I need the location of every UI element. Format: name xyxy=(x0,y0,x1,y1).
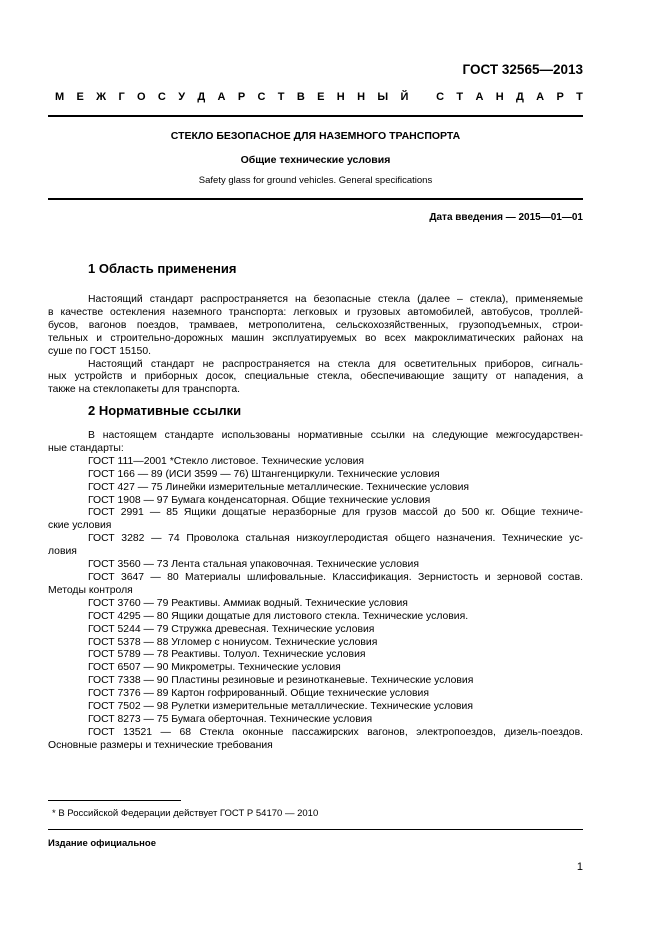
banner-letter: Т xyxy=(576,91,583,103)
banner-letter: С xyxy=(257,91,266,103)
text-line: ГОСТ 7502 — 98 Рулетки измерительные металлические. Технические условия xyxy=(88,701,473,713)
text-line: ГОСТ 5378 — 88 Угломер с нониусом. Технические условия xyxy=(88,636,378,648)
banner-letter: Ы xyxy=(377,91,389,103)
text-line: в качестве остекления наземного транспорта: легковых и грузовых автомобилей, автобусов, троллей- xyxy=(48,306,583,318)
text-line: тельных и строительно-дорожных машин эксплуатируемых во всех макроклиматических районах на xyxy=(48,332,583,344)
banner-letter: Й xyxy=(400,91,409,103)
text-line: бусов, вагонов поездов, трамваев, метрополитена, сельскохозяйственных, грузоподъемных, строи- xyxy=(48,319,583,331)
section-1-body xyxy=(48,294,583,397)
text-line: ГОСТ 166 — 89 (ИСИ 3599 — 76) Штангенциркули. Технические условия xyxy=(88,468,440,480)
banner-letter: С xyxy=(436,91,445,103)
section-2-body xyxy=(48,430,583,753)
banner-letter: А xyxy=(536,91,545,103)
text-line: Настоящий стандарт не распространяется на стекла для осветительных приборов, сигналь- xyxy=(88,358,583,370)
text-line: ловия xyxy=(48,546,77,558)
banner-letter: М xyxy=(55,91,65,103)
banner-letter: Н xyxy=(357,91,366,103)
official-edition-label: Издание официальное xyxy=(48,838,156,849)
introduction-date: Дата введения — 2015—01—01 xyxy=(429,212,583,223)
text-line: ГОСТ 8273 — 75 Бумага оберточная. Технические условия xyxy=(88,713,373,725)
banner-letter: Г xyxy=(118,91,125,103)
banner-letter: Д xyxy=(516,91,524,103)
banner-letter: А xyxy=(475,91,484,103)
text-line: ГОСТ 427 — 75 Линейки измерительные металлические. Технические условия xyxy=(88,481,469,493)
text-line: суше по ГОСТ 15150. xyxy=(48,345,151,357)
text-line: ГОСТ 3760 — 79 Реактивы. Аммиак водный. Технические условия xyxy=(88,597,408,609)
banner-letter: Р xyxy=(237,91,246,103)
text-line: ГОСТ 7376 — 89 Картон гофрированный. Общие технические условия xyxy=(88,688,429,700)
header-divider xyxy=(48,115,583,117)
text-line: ГОСТ 111—2001 *Стекло листовое. Технические условия xyxy=(88,455,365,467)
banner-letter: В xyxy=(296,91,305,103)
banner-letter: Ж xyxy=(96,91,107,103)
english-title: Safety glass for ground vehicles. General specifications xyxy=(198,175,433,186)
text-line: ГОСТ 13521 — 68 Стекла оконные пассажирских вагонов, электропоездов, дизель-поездов. xyxy=(88,726,583,738)
title-divider xyxy=(48,198,583,200)
banner-letter: О xyxy=(137,91,146,103)
document-number: ГОСТ 32565—2013 xyxy=(462,62,583,77)
document-title: СТЕКЛО БЕЗОПАСНОЕ ДЛЯ НАЗЕМНОГО ТРАНСПОРТА xyxy=(170,130,461,142)
banner-letter: Е xyxy=(76,91,84,103)
footer-divider xyxy=(48,829,583,830)
banner-letter: Т xyxy=(456,91,464,103)
banner-letter: Д xyxy=(197,91,206,103)
text-line: ГОСТ 1908 — 97 Бумага конденсаторная. Общие технические условия xyxy=(88,494,431,506)
text-line: ные стандарты: xyxy=(48,442,124,454)
text-line: ГОСТ 5244 — 79 Стружка древесная. Технические условия xyxy=(88,623,375,635)
interstate-standard-banner xyxy=(55,91,583,103)
banner-letter: Н xyxy=(495,91,504,103)
section-2-heading: 2 Нормативные ссылки xyxy=(88,403,242,418)
text-line: В настоящем стандарте использованы нормативные ссылки на следующие межгосударствен- xyxy=(88,430,583,441)
text-line: ские условия xyxy=(48,520,112,532)
banner-letter: А xyxy=(217,91,226,103)
banner-letter: Е xyxy=(317,91,325,103)
banner-letter: Р xyxy=(556,91,564,103)
text-line: ГОСТ 6507 — 90 Микрометры. Технические условия xyxy=(88,662,341,674)
text-line: ГОСТ 3560 — 73 Лента стальная упаковочная. Технические условия xyxy=(88,559,419,571)
text-line: Основные размеры и технические требования xyxy=(48,739,273,751)
text-line: ГОСТ 5789 — 78 Реактивы. Толуол. Технические условия xyxy=(88,649,366,661)
document-subtitle: Общие технические условия xyxy=(240,154,391,166)
text-line: Настоящий стандарт распространяется на безопасные стекла (далее – стекла), применяемые xyxy=(88,294,583,305)
banner-letter: Н xyxy=(336,91,345,103)
text-line: ГОСТ 3282 — 74 Проволока стальная низкоуглеродистая общего назначения. Технические ус- xyxy=(88,533,583,545)
footnote: * В Российской Федерации действует ГОСТ Р 54170 — 2010 xyxy=(52,808,319,819)
text-line: ГОСТ 7338 — 90 Пластины резиновые и резинотканевые. Технические условия xyxy=(88,675,474,687)
banner-letter: Т xyxy=(277,91,285,103)
text-line: Методы контроля xyxy=(48,584,133,596)
banner-letter: С xyxy=(157,91,166,103)
page-number: 1 xyxy=(576,861,583,873)
section-1-heading: 1 Область применения xyxy=(88,261,237,276)
text-line: ГОСТ 2991 — 85 Ящики дощатые неразборные для грузов массой до 500 кг. Общие техниче- xyxy=(88,507,583,519)
text-line: ГОСТ 3647 — 80 Материалы шлифовальные. Классификация. Зернистость и зерновой состав. xyxy=(88,571,583,583)
text-line: ГОСТ 4295 — 80 Ящики дощатые для листового стекла. Технические условия. xyxy=(88,610,469,622)
footnote-divider xyxy=(48,800,181,801)
banner-letter xyxy=(421,91,424,103)
text-line: также на стеклопакеты для транспорта. xyxy=(48,384,240,396)
text-line: ных устройств и приборных досок, специальные стекла, обеспечивающие защиту от нападения, а xyxy=(48,371,583,383)
banner-letter: У xyxy=(178,91,186,103)
